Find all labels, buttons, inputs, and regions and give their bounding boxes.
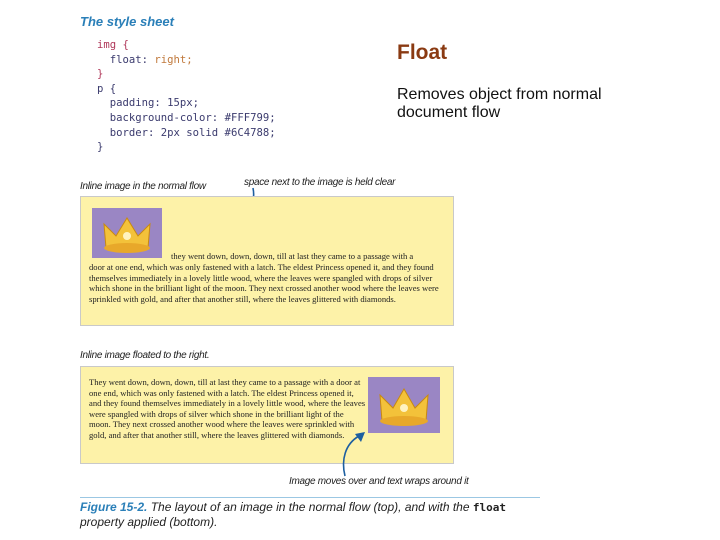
top-paragraph-first-line: they went down, down, down, till at last they came to a passage with a xyxy=(171,251,414,261)
bottom-callout-arrow xyxy=(335,430,375,480)
bottom-callout-text: Image moves over and text wraps around it xyxy=(289,476,469,487)
code-line: padding: 15px; xyxy=(97,97,200,110)
crown-icon xyxy=(92,208,162,258)
caption-rule xyxy=(80,497,540,498)
slide-body: Removes object from normal document flow xyxy=(397,86,602,121)
crown-image-floated xyxy=(368,377,440,433)
top-paragraph-rest: door at one end, which was only fastened with a latch. The eldest Princess opened it, and they found themselves immediately in a lovely little wood, where the leaves were spangled with drops of silver which shone in the brilliant light of the moon. They next crossed another wood where the leaves were sprinkled with gold, and after that another still, where the leaves glittered with diamonds. xyxy=(89,262,439,304)
css-code-block xyxy=(97,38,276,155)
code-line: background-color: #FFF799; xyxy=(97,111,276,124)
style-sheet-title: The style sheet xyxy=(80,14,174,29)
code-line: } xyxy=(97,68,104,81)
bottom-paragraph-text: They went down, down, down, till at last they came to a passage with a door at one end, which was only fastened with a latch. The eldest Princess opened it, and they found themselves immediately in a lovely little wood, where the leaves were spangled with drops of silver which shone in the brilliant light of the moon. They next crossed another wood where the leaves were sprinkled with gold, and after that another still, where the leaves glittered with diamonds. xyxy=(89,377,366,440)
figure-caption-part-a: The layout of an image in the normal flow (top), and with the xyxy=(147,500,473,514)
top-callout-text: space next to the image is held clear xyxy=(244,177,396,188)
top-paragraph-box xyxy=(80,196,454,326)
slide-title: Float xyxy=(397,41,448,64)
figure-number: Figure 15-2. xyxy=(80,500,148,514)
code-line: img { xyxy=(97,39,129,51)
crown-image xyxy=(92,208,162,258)
bottom-paragraph-box xyxy=(80,366,454,464)
code-line: float: right; xyxy=(97,53,193,66)
code-line: p { xyxy=(97,82,117,95)
bottom-figure-caption: Inline image floated to the right. xyxy=(80,350,210,361)
code-line: border: 2px solid #6C4788; xyxy=(97,126,276,139)
figure-caption-part-b: property applied (bottom). xyxy=(80,515,218,529)
crown-icon xyxy=(368,377,440,433)
figure-caption xyxy=(80,500,540,529)
figure-caption-code: float xyxy=(472,501,506,514)
top-figure-caption: Inline image in the normal flow xyxy=(80,181,206,192)
code-line: } xyxy=(97,141,104,154)
